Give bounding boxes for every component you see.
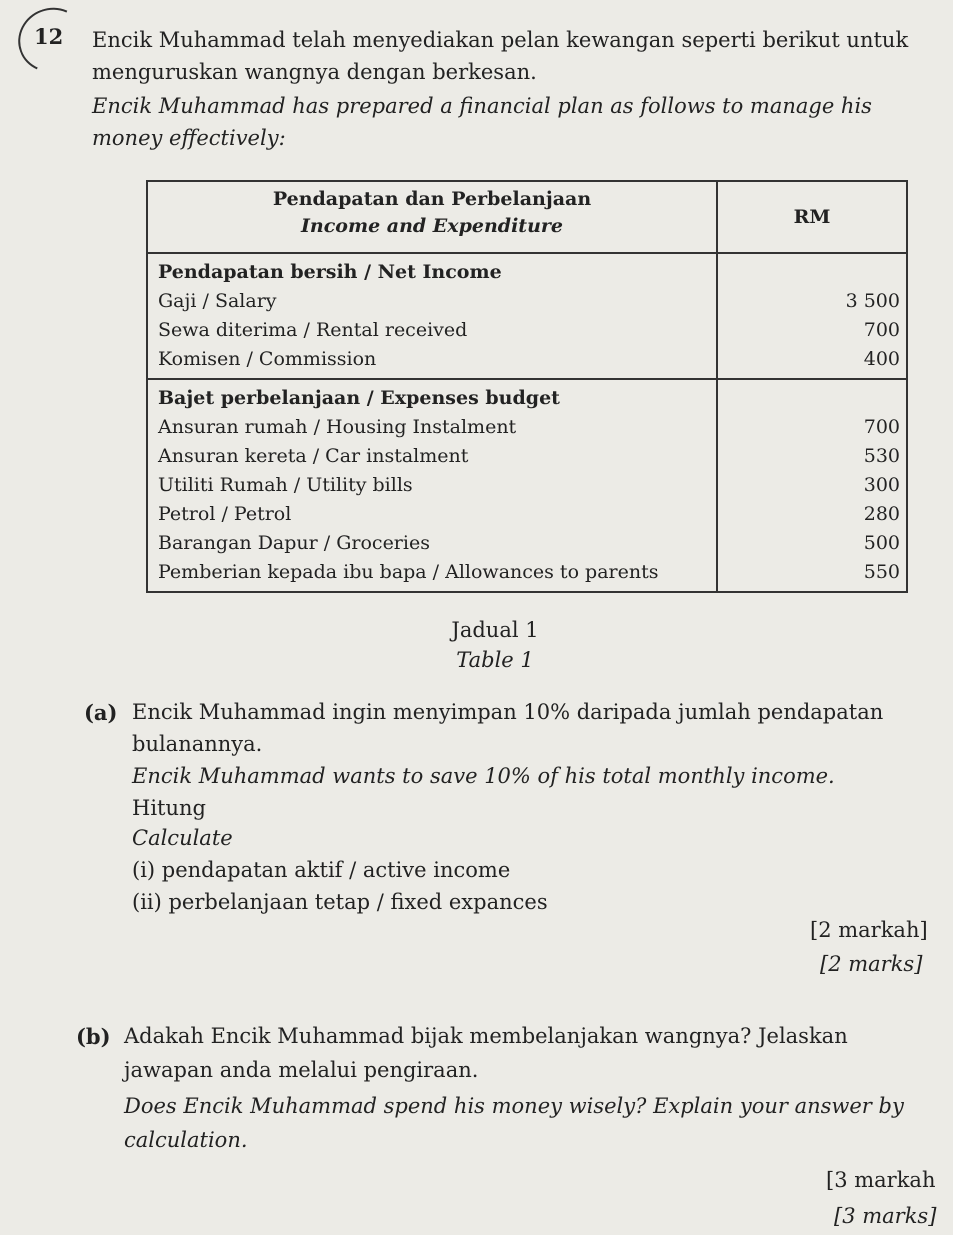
table-header-row: [147, 181, 907, 253]
income-value-rental: 700: [863, 319, 900, 341]
header-income-expenditure: [147, 181, 717, 253]
income-value-salary: 3 500: [845, 290, 900, 312]
expense-value-car: 530: [863, 445, 900, 467]
part-a-sub-i: (i) pendapatan aktif / active income: [132, 858, 511, 882]
expense-value-utility: 300: [863, 474, 900, 496]
part-a-calc-ms: Hitung: [132, 796, 206, 820]
financial-plan-table: [146, 180, 908, 593]
expenses-labels: [147, 379, 717, 592]
part-a-marks-en: [2 marks]: [820, 952, 923, 976]
expense-row-groceries: Barangan Dapur / Groceries: [158, 532, 430, 554]
income-section: [147, 253, 907, 379]
part-a-calc-en: Calculate: [132, 826, 233, 850]
question-number: 12: [34, 24, 64, 49]
expense-value-allowances: 550: [863, 561, 900, 583]
part-b-marks-ms: [3 markah: [826, 1168, 936, 1192]
intro-ms-line-1: Encik Muhammad telah menyediakan pelan kewangan seperti berikut untuk: [92, 28, 909, 52]
expense-row-housing: Ansuran rumah / Housing Instalment: [158, 416, 517, 438]
header-ms: Pendapatan dan Perbelanjaan: [272, 188, 592, 210]
part-a-en: Encik Muhammad wants to save 10% of his total monthly income.: [132, 764, 835, 788]
income-row-commission: Komisen / Commission: [158, 348, 377, 370]
part-a-ms-line-2: bulanannya.: [132, 732, 263, 756]
expense-row-utility: Utiliti Rumah / Utility bills: [158, 474, 413, 496]
part-a-ms-line-1: Encik Muhammad ingin menyimpan 10% daripada jumlah pendapatan: [132, 700, 884, 724]
part-b-ms-line-1: Adakah Encik Muhammad bijak membelanjakan wangnya? Jelaskan: [124, 1024, 848, 1048]
expenses-title: Bajet perbelanjaan / Expenses budget: [158, 387, 560, 409]
expense-row-allowances: Pemberian kepada ibu bapa / Allowances to parents: [158, 561, 659, 583]
income-row-rental: Sewa diterima / Rental received: [158, 319, 468, 341]
expense-value-groceries: 500: [863, 532, 900, 554]
part-b-marks-en: [3 marks]: [834, 1204, 937, 1228]
part-b-ms-line-2: jawapan anda melalui pengiraan.: [124, 1058, 479, 1082]
part-b-en-line-1: Does Encik Muhammad spend his money wisely? Explain your answer by: [124, 1094, 904, 1118]
intro-ms-line-2: menguruskan wangnya dengan berkesan.: [92, 60, 537, 84]
expense-value-petrol: 280: [863, 503, 900, 525]
part-b-label: (b): [76, 1024, 111, 1049]
income-values: [717, 253, 907, 379]
expense-value-housing: 700: [863, 416, 900, 438]
intro-en-line-2: money effectively:: [92, 126, 286, 150]
expense-row-car: Ansuran kereta / Car instalment: [158, 445, 469, 467]
part-a-label: (a): [84, 700, 118, 725]
expenses-values: [717, 379, 907, 592]
part-b-en-line-2: calculation.: [124, 1128, 248, 1152]
table-caption-en: Table 1: [456, 648, 534, 672]
part-a-sub-ii: (ii) perbelanjaan tetap / fixed expances: [132, 890, 548, 914]
income-labels: [147, 253, 717, 379]
expenses-section: [147, 379, 907, 592]
header-en: Income and Expenditure: [301, 215, 563, 237]
header-rm: RM: [717, 181, 907, 253]
table-caption-ms: Jadual 1: [451, 618, 539, 642]
income-row-salary: Gaji / Salary: [158, 290, 277, 312]
intro-en-line-1: Encik Muhammad has prepared a financial plan as follows to manage his: [92, 94, 872, 118]
income-title: Pendapatan bersih / Net Income: [158, 261, 502, 283]
expense-row-petrol: Petrol / Petrol: [158, 503, 292, 525]
income-value-commission: 400: [863, 348, 900, 370]
part-a-marks-ms: [2 markah]: [810, 918, 928, 942]
